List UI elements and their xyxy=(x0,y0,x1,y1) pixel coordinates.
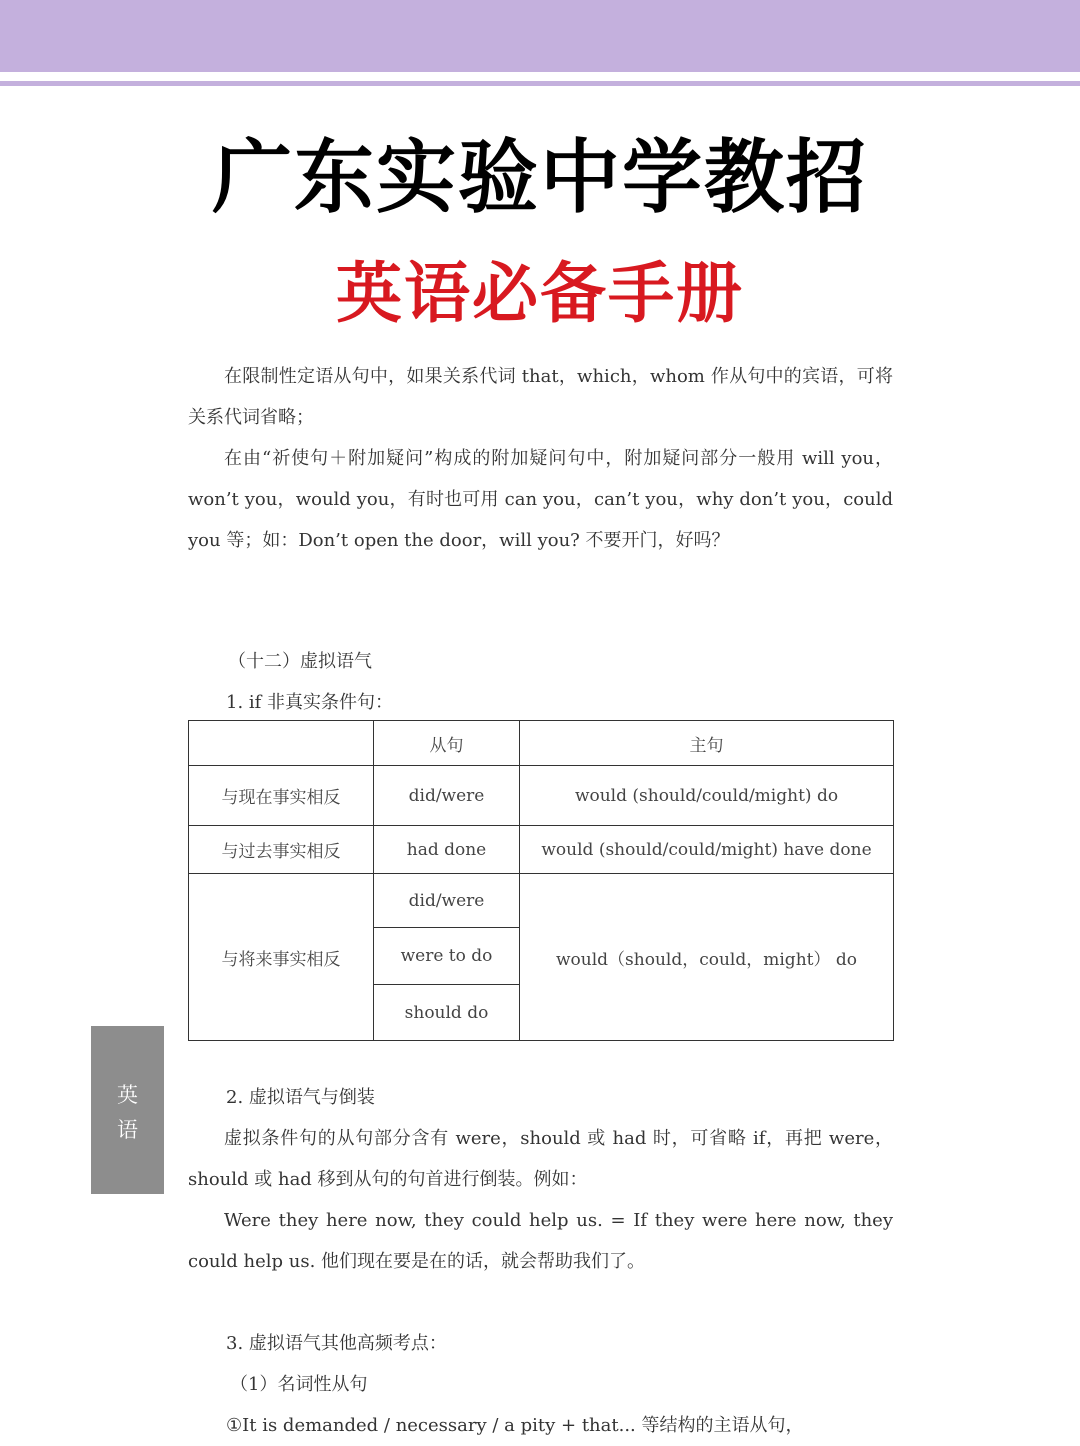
top-divider-line xyxy=(0,81,1080,86)
item-3-point: ①It is demanded / necessary / a pity + that... 等结构的主语从句， xyxy=(226,1415,804,1436)
table-header-clause: 从句 xyxy=(374,721,520,766)
table-header-main: 主句 xyxy=(520,721,894,766)
page-title: 广东实验中学教招 xyxy=(212,131,868,224)
section-heading: （十二）虚拟语气 xyxy=(228,651,372,672)
table-row xyxy=(189,874,894,928)
row-label: 与将来事实相反 xyxy=(189,874,374,1041)
table-row xyxy=(189,766,894,826)
row-main: would (should/could/might) have done xyxy=(520,826,894,874)
row-clause: did/were xyxy=(374,874,520,928)
side-tab-label: 英语 xyxy=(117,1083,138,1142)
top-color-band xyxy=(0,0,1080,72)
row-main: would（should，could，might） do xyxy=(520,874,894,1041)
item-2-example: Were they here now, they could help us. = If they were here now, they could help us. 他们现在要是在的话，就会帮助我们了。 xyxy=(188,1210,893,1272)
table-row xyxy=(189,826,894,874)
row-label: 与现在事实相反 xyxy=(189,766,374,826)
item-1-heading: 1. if 非真实条件句： xyxy=(226,692,394,713)
item-3-heading: 3. 虚拟语气其他高频考点： xyxy=(226,1333,447,1354)
intro-paragraph-1: 在限制性定语从句中，如果关系代词 that，which，whom 作从句中的宾语，可将关系代词省略； xyxy=(188,366,893,428)
row-clause: should do xyxy=(374,985,520,1041)
row-label: 与过去事实相反 xyxy=(189,826,374,874)
row-clause: had done xyxy=(374,826,520,874)
row-clause: were to do xyxy=(374,928,520,985)
table-header-empty xyxy=(189,721,374,766)
item-2-text: 虚拟条件句的从句部分含有 were，should 或 had 时，可省略 if，再把 were，should 或 had 移到从句的句首进行倒装。例如： xyxy=(188,1128,893,1190)
conditional-table xyxy=(188,720,894,1041)
row-clause: did/were xyxy=(374,766,520,826)
side-subject-tab xyxy=(91,1026,164,1194)
item-2-heading: 2. 虚拟语气与倒装 xyxy=(226,1087,375,1108)
row-main: would (should/could/might) do xyxy=(520,766,894,826)
page-subtitle: 英语必备手册 xyxy=(336,255,744,332)
intro-paragraph-2: 在由“祈使句＋附加疑问”构成的附加疑问句中，附加疑问部分一般用 will you，won’t you，would you，有时也可用 can you，can’t you，why don’t you，could you 等；如：Don’t open the door，will you? 不要开门，好吗？ xyxy=(188,448,893,551)
item-3-sub-heading: （1）名词性从句 xyxy=(230,1374,368,1395)
